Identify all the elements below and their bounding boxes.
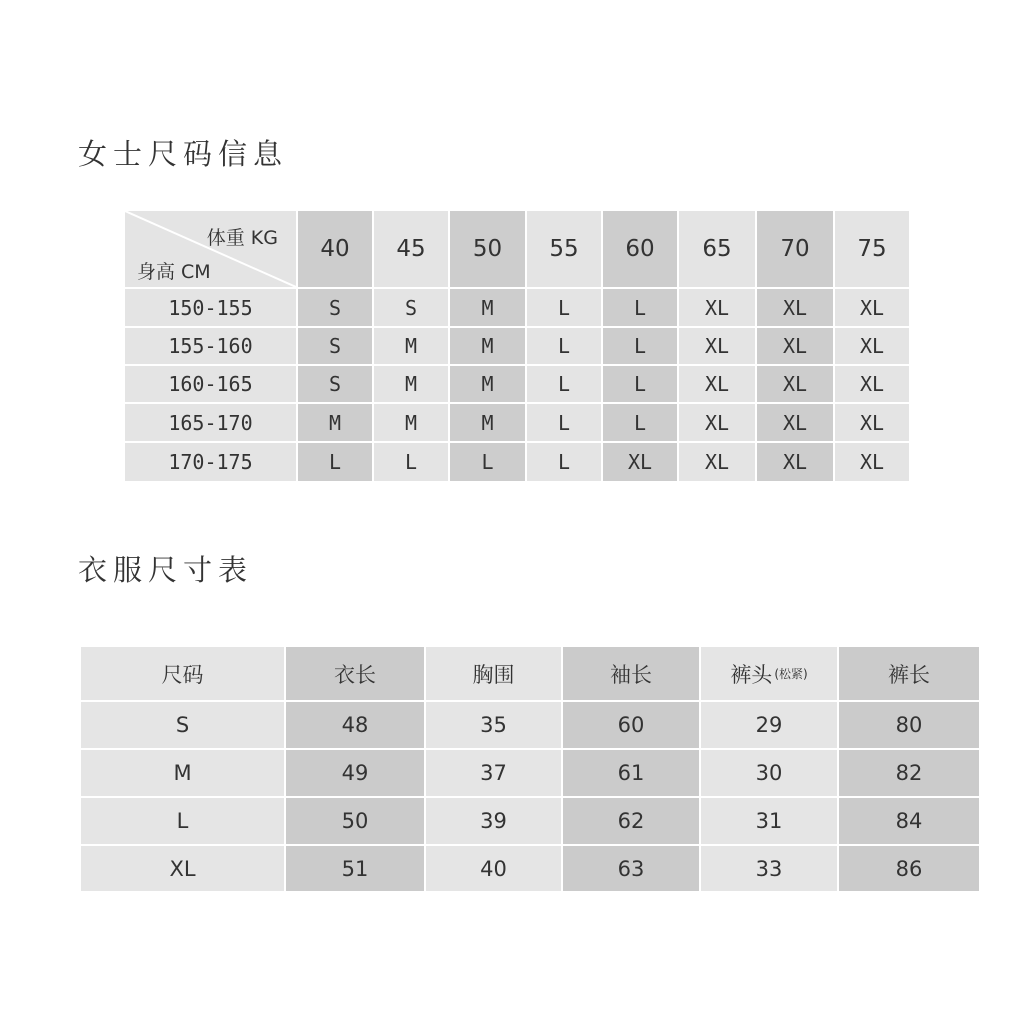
size-label: M [81, 750, 286, 798]
measure-cell: 29 [701, 702, 839, 750]
size-cell: L [298, 443, 374, 483]
size-cell: M [374, 404, 450, 443]
column-header-chest: 胸围 [426, 647, 563, 702]
measure-cell: 50 [286, 798, 426, 846]
column-header-waist [701, 647, 839, 702]
size-cell: S [298, 366, 374, 404]
garment-size-title: 衣服尺寸表 [78, 553, 254, 587]
measure-cell: 30 [701, 750, 839, 798]
height-range-label: 150-155 [125, 289, 298, 328]
size-label: S [81, 702, 286, 750]
height-range-label: 155-160 [125, 328, 298, 366]
weight-header: 75 [835, 211, 911, 289]
size-cell: XL [679, 443, 757, 483]
measure-cell: 63 [563, 846, 701, 893]
weight-header: 65 [679, 211, 757, 289]
height-range-label: 170-175 [125, 443, 298, 483]
size-cell: XL [603, 443, 679, 483]
size-cell: L [527, 328, 603, 366]
size-cell: XL [757, 289, 835, 328]
measure-cell: 33 [701, 846, 839, 893]
weight-header: 70 [757, 211, 835, 289]
size-cell: S [374, 289, 450, 328]
size-cell: S [298, 328, 374, 366]
size-cell: XL [757, 366, 835, 404]
waist-label: 裤头 [730, 662, 773, 687]
measure-cell: 49 [286, 750, 426, 798]
weight-header: 60 [603, 211, 679, 289]
size-cell: L [603, 366, 679, 404]
size-cell: L [603, 328, 679, 366]
size-cell: XL [679, 328, 757, 366]
size-cell: XL [835, 404, 911, 443]
weight-axis-label: 体重 KG [206, 227, 278, 249]
size-cell: L [527, 443, 603, 483]
size-cell: M [298, 404, 374, 443]
measure-cell: 82 [839, 750, 981, 798]
size-cell: XL [835, 443, 911, 483]
size-cell: L [603, 289, 679, 328]
weight-header: 50 [450, 211, 527, 289]
waist-note: (松紧) [774, 667, 808, 681]
measure-cell: 35 [426, 702, 563, 750]
size-cell: L [374, 443, 450, 483]
size-cell: L [527, 289, 603, 328]
size-cell: M [374, 366, 450, 404]
height-range-label: 165-170 [125, 404, 298, 443]
size-cell: XL [757, 404, 835, 443]
measure-cell: 39 [426, 798, 563, 846]
size-cell: M [450, 366, 527, 404]
weight-header: 45 [374, 211, 450, 289]
size-cell: M [450, 404, 527, 443]
size-cell: XL [757, 443, 835, 483]
column-header-size: 尺码 [81, 647, 286, 702]
size-cell: XL [679, 366, 757, 404]
size-cell: L [603, 404, 679, 443]
size-cell: L [450, 443, 527, 483]
height-axis-label: 身高 CM [137, 261, 211, 283]
measure-cell: 51 [286, 846, 426, 893]
size-cell: L [527, 404, 603, 443]
size-cell: XL [757, 328, 835, 366]
height-range-label: 160-165 [125, 366, 298, 404]
size-cell: XL [679, 289, 757, 328]
size-cell: M [374, 328, 450, 366]
measure-cell: 61 [563, 750, 701, 798]
size-cell: XL [835, 289, 911, 328]
size-label: XL [81, 846, 286, 893]
measure-cell: 86 [839, 846, 981, 893]
measure-cell: 37 [426, 750, 563, 798]
size-cell: M [450, 328, 527, 366]
size-cell: M [450, 289, 527, 328]
size-cell: S [298, 289, 374, 328]
size-cell: L [527, 366, 603, 404]
weight-header: 55 [527, 211, 603, 289]
measure-cell: 48 [286, 702, 426, 750]
women-size-title: 女士尺码信息 [78, 137, 289, 171]
women-size-table [125, 211, 911, 485]
size-label: L [81, 798, 286, 846]
measure-cell: 40 [426, 846, 563, 893]
column-header-pants-length: 裤长 [839, 647, 981, 702]
measure-cell: 80 [839, 702, 981, 750]
measure-cell: 62 [563, 798, 701, 846]
size-cell: XL [679, 404, 757, 443]
weight-header: 40 [298, 211, 374, 289]
column-header-length: 衣长 [286, 647, 426, 702]
measure-cell: 60 [563, 702, 701, 750]
column-header-sleeve: 袖长 [563, 647, 701, 702]
size-cell: XL [835, 366, 911, 404]
measure-cell: 84 [839, 798, 981, 846]
garment-size-table [81, 647, 981, 893]
table-corner-header [125, 211, 298, 289]
measure-cell: 31 [701, 798, 839, 846]
size-cell: XL [835, 328, 911, 366]
